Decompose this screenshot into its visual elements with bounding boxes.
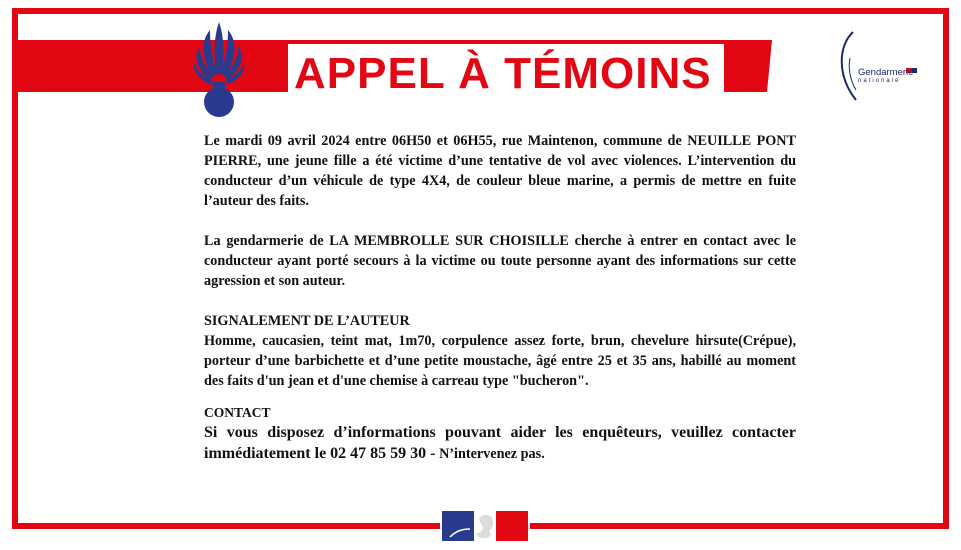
appeal-paragraph: La gendarmerie de LA MEMBROLLE SUR CHOISILLE cherche à entrer en contact avec le conducteur ayant porté secours à la victime ou toute personne ayant des informations sur cette agression et son auteur. xyxy=(204,233,796,289)
gendarmerie-logo-subtext: nationale xyxy=(858,78,901,84)
gendarmerie-logo xyxy=(836,30,932,106)
marianne-icon xyxy=(440,507,530,545)
contact-heading: CONTACT xyxy=(204,405,271,420)
notice-body xyxy=(204,131,796,465)
description-heading: SIGNALEMENT DE L’AUTEUR xyxy=(204,313,410,329)
gendarmerie-logo-text: Gendarmerie xyxy=(858,67,914,78)
contact-text: Si vous disposez d’informations pouvant aider les enquêteurs, veuillez contacter immédiatement le 02 47 85 59 30 - xyxy=(204,424,796,462)
contact-paragraph xyxy=(204,422,796,465)
description-paragraph: Homme, caucasien, teint mat, 1m70, corpulence assez forte, brun, chevelure hirsute(Crépue), porteur d’une barbichette et d’une petite moustache, âgé entre 25 et 35 ans, habillé au moment des faits d'un jean et d'une chemise à carreau type "bucheron". xyxy=(204,333,796,389)
gendarmerie-grenade-icon xyxy=(188,18,250,120)
incident-paragraph: Le mardi 09 avril 2024 entre 06H50 et 06H55, rue Maintenon, commune de NEUILLE PONT PIERRE, une jeune fille a été victime d’une tentative de vol avec violences. L’intervention du conducteur d’un véhicule de type 4X4, de couleur bleue marine, a permis de mettre en fuite l’auteur des faits. xyxy=(204,133,796,209)
contact-warning: N’intervenez pas. xyxy=(435,446,545,462)
page-title: APPEL À TÉMOINS xyxy=(288,44,724,104)
